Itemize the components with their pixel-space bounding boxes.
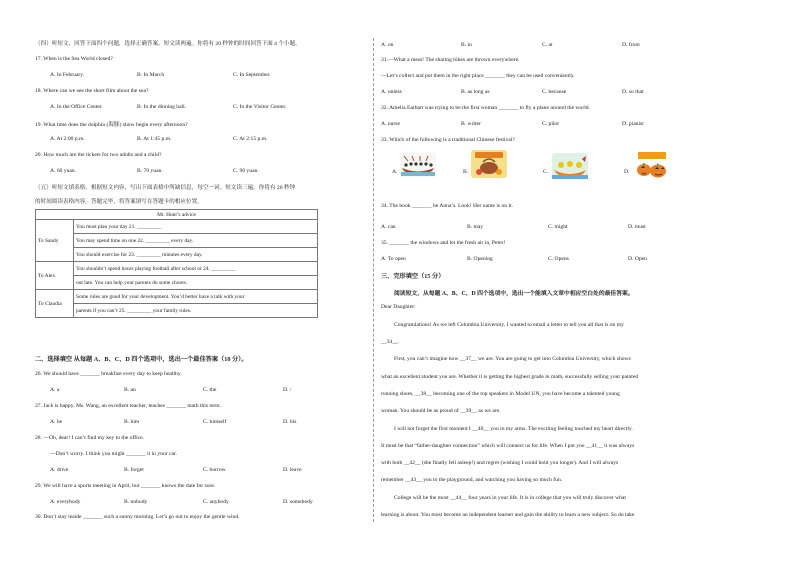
q33-option-a-label[interactable]: A. — [392, 169, 398, 175]
question-33: 33. Which of the following is a traditional Chinese festival? — [381, 137, 515, 143]
thanksgiving-image[interactable] — [471, 150, 507, 174]
q33-option-c-label[interactable]: C. — [543, 169, 549, 175]
section5-intro-line2: 的时间阅读表格内容。答题完毕，将答案填写在答题卡的相应位置。 — [35, 199, 203, 205]
advice-line: You may spend time on one 22. _________ every day. — [74, 234, 318, 248]
q30-option-d[interactable]: D. from — [622, 42, 640, 48]
q34-option-b[interactable]: B. may — [467, 224, 484, 230]
part2-title: 二、选择填空 从每题 A、B、C、D 四个选项中，选出一个最佳答案（10 分）。 — [35, 356, 248, 363]
q27-option-a[interactable]: A. he — [50, 419, 63, 425]
q20-option-b[interactable]: B. 70 yuan. — [137, 168, 163, 174]
q28-option-d[interactable]: D. leave — [283, 467, 302, 473]
passage-line: First, you can’t imagine how __37__ we are. You are going to get into Columbia University, which shows — [394, 356, 631, 362]
q33-option-b-label[interactable]: B. — [463, 169, 469, 175]
advice-row-sandy-label: To Sandy — [36, 220, 74, 262]
section5-intro-line1: （五）听短文填表格。根据短文内容，写出下面表格中所缺信息，每空一词。短文读三遍。你将有 20 秒钟 — [35, 185, 296, 191]
advice-table-header: Mr. Hunt’s advice — [36, 210, 318, 220]
advice-row-alex-label: To Alex — [36, 262, 74, 290]
q31-option-c[interactable]: C. because — [542, 89, 567, 95]
advice-table — [35, 209, 318, 318]
q33-option-d-label[interactable]: D. — [624, 169, 630, 175]
question-17: 17. When is the Sea World closed? — [35, 56, 113, 62]
q29-option-c[interactable]: C. anybody — [203, 499, 229, 505]
q18-option-a[interactable]: A. In the Office Center. — [50, 104, 103, 110]
advice-line: You must plan your day 21. _________ — [74, 220, 318, 234]
passage-line: College will be the most __44__ four years in your life. It is in college that you will truly discover what — [394, 495, 626, 501]
passage-line: woman. You should be as proud of __39__ as we are. — [381, 408, 501, 414]
q19-option-b[interactable]: B. At 1:45 p.m. — [137, 136, 172, 142]
q27-option-b[interactable]: B. him — [124, 419, 140, 425]
q19-option-a[interactable]: A. At 2:00 p.m. — [50, 136, 85, 142]
question-26: 26. We should have _______ breakfast every day to keep healthy. — [35, 371, 182, 377]
question-35: 35. _______ the windows and let the fresh air in, Peter! — [381, 240, 506, 246]
question-28-reply: —Don’t worry. I think you might _______ it in your car. — [50, 451, 177, 457]
q17-option-b[interactable]: B. In March — [137, 72, 165, 78]
column-divider — [373, 38, 374, 522]
q28-option-a[interactable]: A. drive — [50, 467, 69, 473]
question-28: 28. —Oh, dear! I can’t find my key to the office. — [35, 435, 144, 441]
q18-option-c[interactable]: C. In the Visitor Center. — [233, 104, 287, 110]
question-20: 20. How much are the tickets for two adults and a child? — [35, 152, 162, 158]
q35-option-a[interactable]: A. To open — [381, 256, 406, 262]
q20-option-c[interactable]: C. 90 yuan. — [233, 168, 259, 174]
q30-option-b[interactable]: B. in — [461, 42, 472, 48]
passage-line: remember __43__ you to the playground, and watching you having so much fun. — [381, 477, 563, 483]
q32-option-a[interactable]: A. nurse — [381, 121, 400, 127]
q34-option-a[interactable]: A. can — [381, 224, 396, 230]
passage-line: I will not forget the first moment I __40__ you in my arms. The exciting feeling touched my heart directly. — [394, 426, 633, 432]
part3-title: 三、完形填空（15 分） — [381, 273, 445, 280]
q35-option-b[interactable]: B. Opening — [467, 256, 493, 262]
boat-festival-cartoon-image[interactable] — [552, 153, 588, 177]
q28-option-c[interactable]: C. borrow — [203, 467, 226, 473]
q30-option-a[interactable]: A. on — [381, 42, 394, 48]
passage-line: with both __42__ (she finally fell asleep!) and regret (wishing I could hold you longer). And I will always — [381, 460, 619, 466]
passage-line: It must be that “father-daughter connection” which will connect us for life. When I put you __41__ it was always — [381, 443, 635, 449]
passage-line: Congratulations! As we left Columbia University, I wanted to email a letter to tell you all that is on my — [394, 322, 624, 328]
q32-option-d[interactable]: D. pianist — [622, 121, 644, 127]
q19-option-c[interactable]: C. At 2:15 p.m. — [233, 136, 268, 142]
q18-option-b[interactable]: B. In the dinning hall. — [137, 104, 187, 110]
question-34: 34. The book _______ be Anna’s. Look! Her name is on it. — [381, 203, 513, 209]
q30-option-c[interactable]: C. at — [542, 42, 553, 48]
q26-option-a[interactable]: A. a — [50, 387, 60, 393]
question-19: 19. What time does the dolphin (海豚) show begin every afternoon? — [35, 122, 188, 128]
question-18: 18. Where can we see the short film about the sea? — [35, 88, 149, 94]
q27-option-c[interactable]: C. himself — [203, 419, 227, 425]
advice-line: You should exercise for 23. _________ minutes every day. — [74, 248, 318, 262]
q20-option-a[interactable]: A. 60 yuan. — [50, 168, 77, 174]
q31-option-d[interactable]: D. so that — [622, 89, 644, 95]
dragon-boat-race-image[interactable] — [400, 153, 436, 177]
q29-option-a[interactable]: A. everybody — [50, 499, 81, 505]
advice-line: out late. You can help your parents do some chores. — [74, 276, 318, 290]
q17-option-a[interactable]: A. In February. — [50, 72, 85, 78]
halloween-image[interactable] — [632, 150, 668, 174]
part3-intro: 阅读短文，从每题 A、B、C、D 四个选项中，选出一个能填入文章中相应空白处的最佳答案。 — [394, 291, 634, 297]
q35-option-d[interactable]: D. Open — [628, 256, 647, 262]
passage-salutation: Dear Daughter: — [381, 304, 416, 310]
q31-option-a[interactable]: A. unless — [381, 89, 402, 95]
question-31-reply: —Let’s collect and put them in the right place _______ they can be used conveniently. — [381, 73, 575, 79]
q26-option-b[interactable]: B. an — [124, 387, 136, 393]
passage-line: running shoes, __38__ becoming one of the top speakers in Model UN, you have become a talented young — [381, 391, 620, 397]
question-29: 29. We will have a sports meeting in April, but _______ knows the date for sure. — [35, 483, 216, 489]
passage-line: what an excellent student you are. Whether it is getting the highest grade in math, successfully selling your painted — [381, 374, 639, 380]
q29-option-d[interactable]: D. somebody — [283, 499, 313, 505]
q34-option-d[interactable]: D. must — [628, 224, 646, 230]
section4-intro: （四）听短文，回答下面四个问题，选择正确答案。短文读两遍。你将有 20 秒钟的时间回答下面 4 个小题。 — [35, 41, 301, 47]
q17-option-c[interactable]: C. In September. — [233, 72, 271, 78]
q35-option-c[interactable]: C. Opens — [548, 256, 569, 262]
q34-option-c[interactable]: C. might — [548, 224, 568, 230]
q32-option-b[interactable]: B. writer — [461, 121, 481, 127]
q26-option-c[interactable]: C. the — [203, 387, 217, 393]
q28-option-b[interactable]: B. forget — [124, 467, 144, 473]
advice-line: Some rules are good for your development. You’d better have a talk with your — [74, 290, 318, 304]
q29-option-b[interactable]: B. nobody — [124, 499, 148, 505]
q26-option-d[interactable]: D. / — [283, 387, 292, 393]
question-31: 31.—What a mess! The sharing bikes are thrown everywhere. — [381, 57, 520, 63]
q32-option-c[interactable]: C. pilot — [542, 121, 559, 127]
passage-line: learning is about. You must become an independent learner and gain the ability to learn a new subject. So do take — [381, 512, 635, 518]
advice-line: You shouldn’t spend hours playing football after school or 24. _________ — [74, 262, 318, 276]
q27-option-d[interactable]: D. his — [283, 419, 297, 425]
passage-line: __34__. — [381, 339, 400, 345]
question-32: 32. Amelia Earhart was trying to be the first woman _______ to fly a plane around the world. — [381, 105, 590, 111]
advice-line: parents if you can’t 25. _________ your family rules. — [74, 304, 318, 318]
question-27: 27. Jack is happy. Ms. Wang, an excellent teacher, teaches _______ math this term. — [35, 403, 222, 409]
question-30: 30. Don’t stay inside _______ such a sunny morning. Let’s go out to enjoy the gentle wind. — [35, 514, 240, 520]
q31-option-b[interactable]: B. as long as — [461, 89, 490, 95]
advice-row-claudia-label: To Claudia — [36, 290, 74, 318]
